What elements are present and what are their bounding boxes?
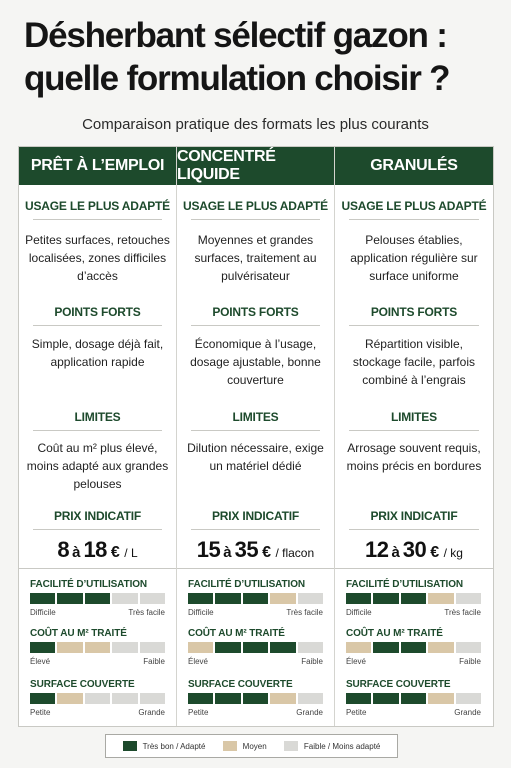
column-pret-a-l-emploi xyxy=(19,147,177,726)
rating-segment-weak xyxy=(140,593,165,604)
rating-scale: Difficile Très facile xyxy=(30,608,165,617)
rating-bar-ease xyxy=(30,593,165,604)
divider xyxy=(33,325,162,326)
rating-segment-weak xyxy=(112,693,137,704)
rating-segment-medium xyxy=(428,642,453,653)
rating-segment-good xyxy=(30,642,55,653)
column-header: GRANULÉS xyxy=(335,147,493,185)
usage-text: Petites surfaces, retouches localisées, zones difficiles d’accès xyxy=(25,233,170,283)
price-title: PRIX INDICATIF xyxy=(211,509,299,523)
price-title: PRIX INDICATIF xyxy=(54,509,141,523)
rating-scale: Élevé Faible xyxy=(345,657,481,666)
rating-bar-cost xyxy=(346,642,481,653)
divider xyxy=(19,568,176,569)
page-title: Désherbant sélectif gazon : quelle formulation choisir ? xyxy=(24,16,450,98)
rating-segment-medium xyxy=(57,642,82,653)
rating-scale: Difficile Très facile xyxy=(187,608,323,617)
limits-text: Coût au m² plus élevé, moins adapté aux grandes pelouses xyxy=(26,441,169,491)
rating-segment-good xyxy=(373,693,398,704)
divider xyxy=(335,568,493,569)
rating-label-surface: SURFACE COUVERTE xyxy=(345,679,451,690)
rating-segment-weak xyxy=(85,693,110,704)
rating-segment-good xyxy=(215,593,240,604)
price-value: 15 à 35 € / flacon xyxy=(196,537,315,562)
rating-segment-weak xyxy=(298,693,323,704)
limits-title: LIMITES xyxy=(232,410,279,424)
legend-item-medium xyxy=(223,741,267,751)
limits-title: LIMITES xyxy=(74,410,121,424)
limits-text: Dilution nécessaire, exige un matériel dédié xyxy=(187,441,324,473)
divider xyxy=(177,568,334,569)
divider xyxy=(349,219,479,220)
limits-title: LIMITES xyxy=(390,410,437,424)
strengths-text: Simple, dosage déjà fait, application rapide xyxy=(31,337,164,369)
comparison-table xyxy=(18,146,494,727)
rating-label-cost: COÛT AU M² TRAITÉ xyxy=(30,628,127,639)
rating-segment-good xyxy=(373,593,398,604)
rating-bar-surface xyxy=(188,693,323,704)
rating-segment-medium xyxy=(85,642,110,653)
rating-segment-good xyxy=(215,642,240,653)
rating-segment-good xyxy=(401,693,426,704)
legend xyxy=(105,734,398,758)
rating-scale: Élevé Faible xyxy=(30,657,165,666)
rating-label-ease: FACILITÉ D’UTILISATION xyxy=(345,579,464,590)
rating-scale: Petite Grande xyxy=(345,708,481,717)
rating-segment-good xyxy=(30,593,55,604)
page-subtitle: Comparaison pratique des formats les plus courants xyxy=(82,116,429,133)
legend-label: Faible / Moins adapté xyxy=(303,741,381,751)
rating-segment-weak xyxy=(298,593,323,604)
rating-label-surface: SURFACE COUVERTE xyxy=(187,679,293,690)
column-concentre-liquide xyxy=(177,147,335,726)
rating-bar-cost xyxy=(30,642,165,653)
price-title: PRIX INDICATIF xyxy=(370,509,458,523)
limits-text: Arrosage souvent requis, moins précis en bordures xyxy=(346,441,482,473)
rating-bar-ease xyxy=(346,593,481,604)
rating-segment-good xyxy=(188,693,213,704)
usage-title: USAGE LE PLUS ADAPTÉ xyxy=(341,199,487,213)
divider xyxy=(33,219,162,220)
legend-label: Moyen xyxy=(242,741,267,751)
rating-segment-good xyxy=(243,593,268,604)
divider xyxy=(349,325,479,326)
rating-bar-surface xyxy=(30,693,165,704)
rating-segment-medium xyxy=(57,693,82,704)
divider xyxy=(349,430,479,431)
rating-segment-good xyxy=(57,593,82,604)
rating-segment-good xyxy=(243,642,268,653)
rating-label-ease: FACILITÉ D’UTILISATION xyxy=(187,579,306,590)
rating-segment-good xyxy=(270,642,295,653)
rating-segment-weak xyxy=(112,593,137,604)
column-granules xyxy=(335,147,493,726)
rating-segment-medium xyxy=(428,693,453,704)
rating-label-cost: COÛT AU M² TRAITÉ xyxy=(345,628,443,639)
divider xyxy=(191,430,320,431)
rating-segment-weak xyxy=(456,642,481,653)
rating-segment-medium xyxy=(188,642,213,653)
rating-segment-weak xyxy=(140,693,165,704)
strengths-text: Économique à l’usage, dosage ajustable, bonne couverture xyxy=(190,337,321,387)
rating-label-ease: FACILITÉ D’UTILISATION xyxy=(30,579,148,590)
strengths-title: POINTS FORTS xyxy=(370,305,458,319)
rating-scale: Difficile Très facile xyxy=(345,608,481,617)
rating-segment-medium xyxy=(428,593,453,604)
strengths-title: POINTS FORTS xyxy=(212,305,299,319)
rating-segment-good xyxy=(373,642,398,653)
rating-segment-medium xyxy=(270,693,295,704)
usage-title: USAGE LE PLUS ADAPTÉ xyxy=(25,199,170,213)
divider xyxy=(191,325,320,326)
legend-swatch-weak xyxy=(284,741,298,751)
divider xyxy=(191,219,320,220)
divider xyxy=(33,430,162,431)
rating-scale: Petite Grande xyxy=(30,708,165,717)
rating-bar-cost xyxy=(188,642,323,653)
rating-bar-surface xyxy=(346,693,481,704)
rating-scale: Petite Grande xyxy=(187,708,323,717)
rating-segment-good xyxy=(346,593,371,604)
legend-swatch-good xyxy=(123,741,137,751)
legend-swatch-medium xyxy=(223,741,237,751)
divider xyxy=(33,529,162,530)
usage-text: Moyennes et grandes surfaces, traitement au pulvérisateur xyxy=(194,233,317,283)
divider xyxy=(349,529,479,530)
legend-item-good xyxy=(123,741,206,751)
rating-segment-weak xyxy=(298,642,323,653)
rating-segment-good xyxy=(401,593,426,604)
rating-segment-good xyxy=(215,693,240,704)
rating-segment-weak xyxy=(140,642,165,653)
rating-segment-medium xyxy=(270,593,295,604)
rating-segment-good xyxy=(243,693,268,704)
rating-segment-good xyxy=(85,593,110,604)
rating-segment-good xyxy=(30,693,55,704)
column-header: CONCENTRÉ LIQUIDE xyxy=(177,147,334,185)
rating-label-surface: SURFACE COUVERTE xyxy=(30,679,135,690)
rating-segment-weak xyxy=(456,693,481,704)
rating-segment-weak xyxy=(456,593,481,604)
rating-bar-ease xyxy=(188,593,323,604)
legend-item-weak xyxy=(284,741,381,751)
usage-text: Pelouses établies, application régulière sur surface uniforme xyxy=(350,233,478,283)
rating-segment-medium xyxy=(346,642,371,653)
rating-segment-good xyxy=(188,593,213,604)
rating-segment-good xyxy=(346,693,371,704)
rating-segment-good xyxy=(401,642,426,653)
strengths-text: Répartition visible, stockage facile, parfois combiné à l’engrais xyxy=(352,337,475,387)
legend-label: Très bon / Adapté xyxy=(142,741,206,751)
rating-label-cost: COÛT AU M² TRAITÉ xyxy=(187,628,285,639)
rating-segment-weak xyxy=(112,642,137,653)
divider xyxy=(191,529,320,530)
rating-scale: Élevé Faible xyxy=(187,657,323,666)
price-value: 12 à 30 € / kg xyxy=(364,537,463,562)
usage-title: USAGE LE PLUS ADAPTÉ xyxy=(183,199,328,213)
price-value: 8 à 18 € / L xyxy=(57,537,138,562)
column-header: PRÊT À L’EMPLOI xyxy=(19,147,176,185)
strengths-title: POINTS FORTS xyxy=(54,305,141,319)
